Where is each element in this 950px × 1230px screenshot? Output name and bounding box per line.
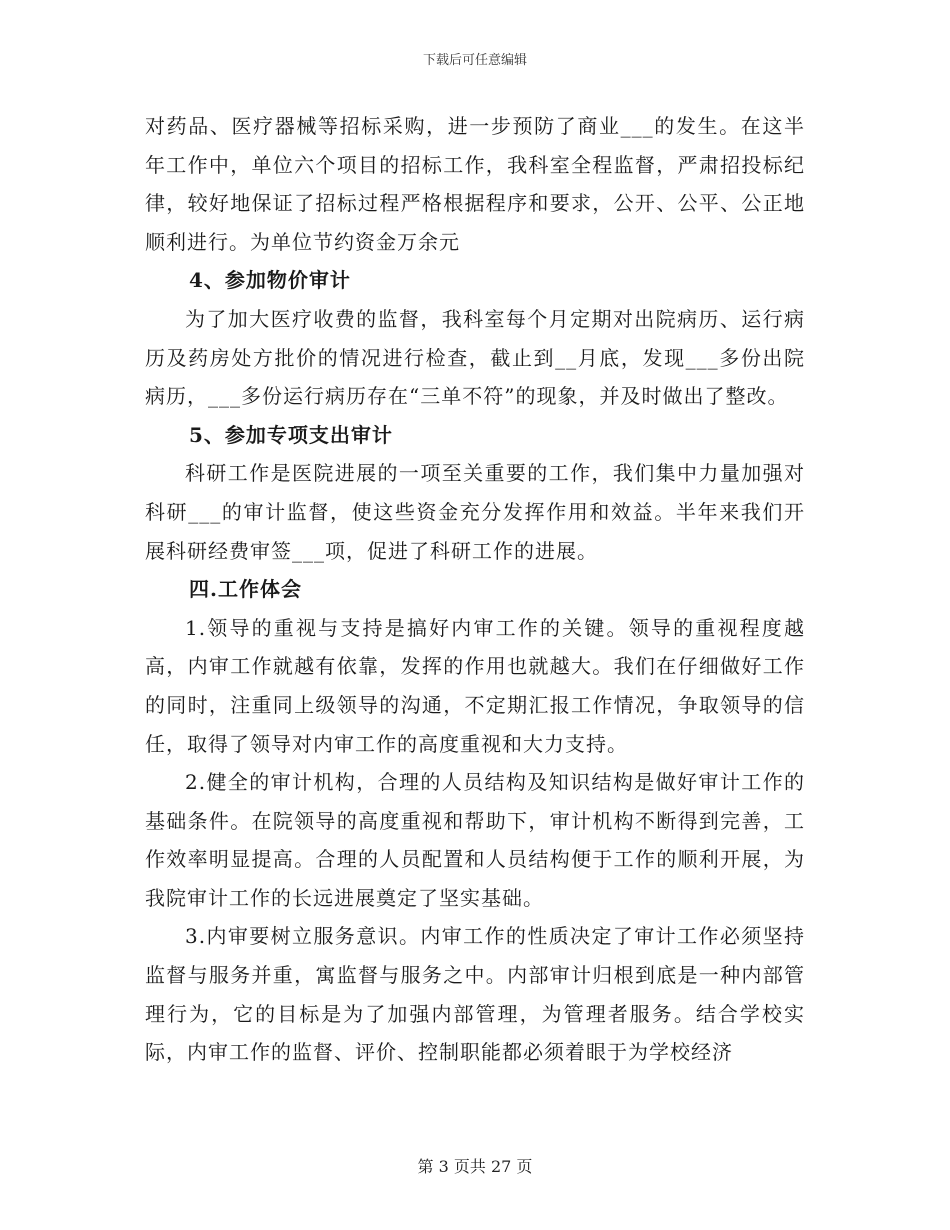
paragraph-intro: 对药品、医疗器械等招标采购，进一步预防了商业___的发生。在这半年工作中，单位六个项目的招标工作，我科室全程监督，严肃招投标纪律，较好地保证了招标过程严格根据程序和要求，公开、公平、公正地顺利进行。为单位节约资金万余元 — [145, 114, 805, 254]
page-number: 第 3 页共 27 页 — [417, 1157, 533, 1176]
paragraph-price-audit: 为了加大医疗收费的监督，我科室每个月定期对出院病历、运行病历及药房处方批价的情况进行检查，截止到__月底，发现___多份出院病历，___多份运行病历存在“三单不符”的现象，并及时做出了整改。 — [145, 306, 805, 409]
paragraph-special-expense-audit: 科研工作是医院进展的一项至关重要的工作，我们集中力量加强对科研___的审计监督，使这些资金充分发挥作用和效益。半年来我们开展科研经费审签___项，促进了科研工作的进展。 — [145, 461, 805, 563]
paragraph-experience-2: 2.健全的审计机构，合理的人员结构及知识结构是做好审计工作的基础条件。在院领导的高度重视和帮助下，审计机构不断得到完善，工作效率明显提高。合理的人员配置和人员结构便于工作的顺利开展，为我院审计工作的长远进展奠定了坚实基础。 — [145, 770, 805, 910]
heading-work-experience: 四.工作体会 — [189, 577, 302, 602]
heading-special-expense-audit: 5、参加专项支出审计 — [189, 422, 393, 447]
paragraph-experience-3: 3.内审要树立服务意识。内审工作的性质决定了审计工作必须坚持监督与服务并重，寓监督与服务之中。内部审计归根到底是一种内部管理行为，它的目标是为了加强内部管理，为管理者服务。结合学校实际，内审工作的监督、评价、控制职能都必须着眼于为学校经济 — [145, 924, 805, 1065]
paragraph-experience-1: 1.领导的重视与支持是搞好内审工作的关键。领导的重视程度越高，内审工作就越有依靠，发挥的作用也就越大。我们在仔细做好工作的同时，注重同上级领导的沟通，不定期汇报工作情况，争取领导的信任，取得了领导对内审工作的高度重视和大力支持。 — [145, 615, 805, 756]
page-header: 下载后可任意编辑 — [422, 53, 527, 68]
document-body — [145, 107, 805, 1072]
heading-price-audit: 4、参加物价审计 — [189, 268, 351, 293]
